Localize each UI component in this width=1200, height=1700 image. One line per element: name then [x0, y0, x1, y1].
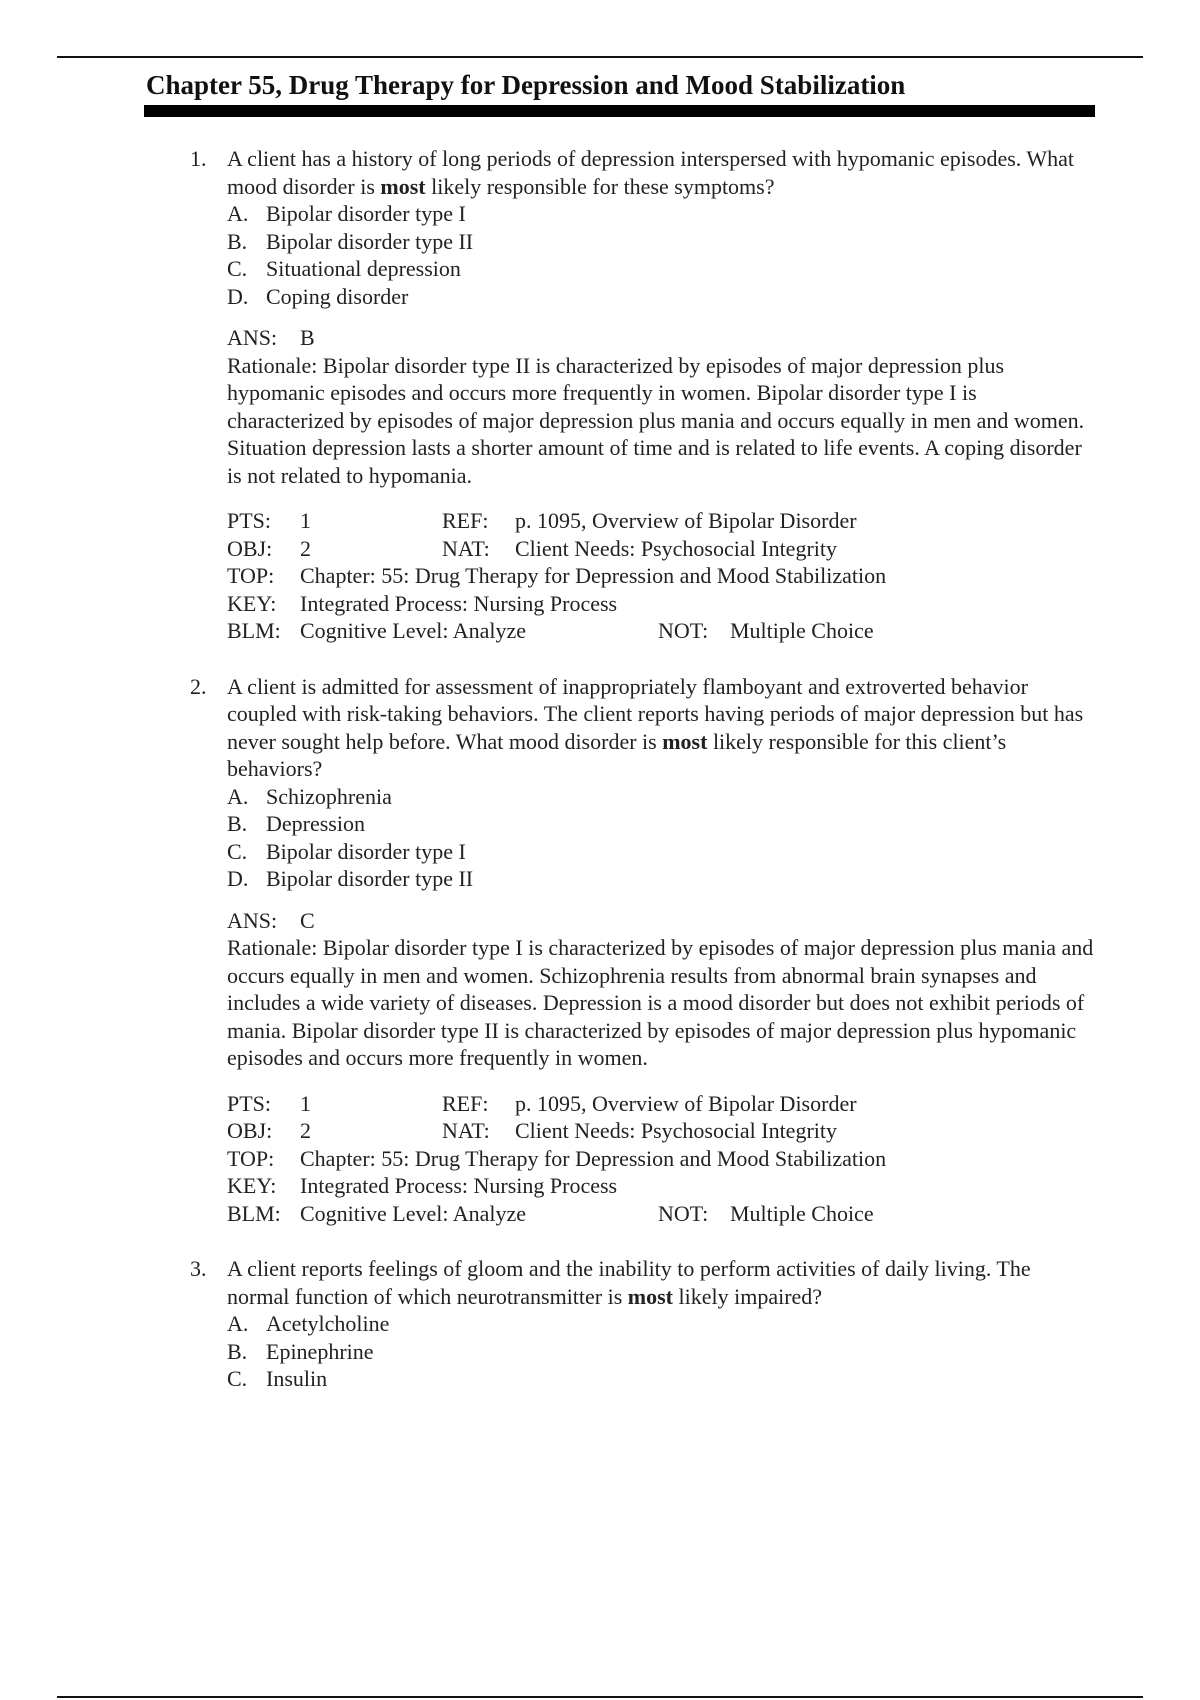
question-number: 1.	[190, 146, 207, 171]
footer-rule	[57, 1696, 1143, 1698]
rationale: Rationale: Bipolar disorder type I is characterized by episodes of major depression plus mania and occurs equally in men and women. Schizophrenia results from abnormal brain synapses and includes a wide variety of diseases. Depression is a mood disorder but does not exhibit periods of mania. Bipolar disorder type II is characterized by episodes of major depression plus hypomanic episodes and occurs more frequently in women.	[227, 935, 1094, 1070]
meta-row-key	[227, 590, 1097, 618]
rationale: Rationale: Bipolar disorder type II is characterized by episodes of major depression plus hypomanic episodes and occurs more frequently in women. Bipolar disorder type I is characterized by episodes of major depression plus mania and occurs equally in men and women. Situation depression lasts a shorter amount of time and is related to life events. A coping disorder is not related to hypomania.	[227, 352, 1085, 488]
not-label: NOT:	[658, 618, 709, 643]
option-text: Bipolar disorder type II	[266, 228, 474, 254]
stem-text: A client reports feelings of gloom and the inability to perform activities of daily living. The normal function of which neurotransmitter is	[227, 1256, 1031, 1309]
question-list	[0, 145, 1200, 1393]
option-text: Bipolar disorder type II	[266, 866, 474, 891]
option-c	[227, 1365, 1097, 1393]
stem-text: A client has a history of long periods of depression interspersed with hypomanic episodes. What mood disorder is	[227, 146, 1075, 199]
top-value: Chapter: 55: Drug Therapy for Depression and Mood Stabilization	[300, 1145, 887, 1171]
ref-value: p. 1095, Overview of Bipolar Disorder	[515, 508, 857, 533]
meta-row-obj-nat	[227, 1117, 1097, 1145]
answer-key	[227, 324, 1097, 352]
answer-options	[227, 200, 1097, 310]
option-b	[227, 810, 1097, 838]
ref-label: REF:	[442, 1090, 489, 1116]
blm-value: Cognitive Level: Analyze	[300, 618, 527, 643]
not-value: Multiple Choice	[730, 1200, 874, 1226]
answer-key	[227, 907, 1097, 935]
chapter-title: Chapter 55, Drug Therapy for Depression and Mood Stabilization	[146, 70, 906, 100]
nat-label: NAT:	[442, 1118, 490, 1143]
key-label: KEY:	[227, 590, 277, 616]
blm-value: Cognitive Level: Analyze	[300, 1200, 527, 1226]
blm-label: BLM:	[227, 1200, 281, 1226]
answer-value: B	[300, 325, 315, 350]
top-label: TOP:	[227, 563, 275, 588]
option-text: Depression	[266, 811, 365, 836]
option-b	[227, 228, 1097, 256]
pts-value: 1	[300, 1090, 311, 1116]
blm-label: BLM:	[227, 618, 281, 643]
obj-label: OBJ:	[227, 535, 273, 561]
question-number: 3.	[190, 1256, 207, 1281]
not-value: Multiple Choice	[730, 618, 874, 643]
question-number: 2.	[190, 673, 207, 699]
nat-value: Client Needs: Psychosocial Integrity	[515, 535, 837, 561]
meta-row-key	[227, 1172, 1097, 1200]
question-stem	[227, 673, 1097, 783]
option-d	[227, 283, 1097, 311]
option-text: Bipolar disorder type I	[266, 201, 466, 226]
answer-options	[227, 1310, 1097, 1393]
stem-text-end: likely responsible for these symptoms?	[425, 173, 775, 199]
stem-text-end: likely responsible for this client’s behaviors?	[227, 728, 1007, 781]
obj-label: OBJ:	[227, 1118, 273, 1143]
meta-row-pts-ref	[227, 507, 1097, 535]
answer-label: ANS:	[227, 325, 278, 350]
stem-text: A client is admitted for assessment of inappropriately flamboyant and extroverted behavior coupled with risk-taking behaviors. The client reports having periods of major depression but has never sought help before. What mood disorder is	[227, 673, 1084, 754]
pts-label: PTS:	[227, 1090, 272, 1116]
option-letter: D.	[227, 866, 249, 891]
question-stem	[227, 1255, 1097, 1310]
title-underline-bar	[144, 105, 1095, 117]
option-letter: A.	[227, 783, 249, 809]
option-letter: C.	[227, 1366, 248, 1391]
top-label: TOP:	[227, 1145, 275, 1171]
key-value: Integrated Process: Nursing Process	[300, 590, 618, 616]
option-c	[227, 255, 1097, 283]
option-text: Acetylcholine	[266, 1311, 390, 1336]
option-text: Coping disorder	[266, 283, 409, 309]
meta-row-blm-not	[227, 617, 1097, 645]
option-letter: B.	[227, 811, 248, 836]
meta-row-top	[227, 1145, 1097, 1173]
option-letter: A.	[227, 201, 249, 226]
meta-row-top	[227, 562, 1097, 590]
option-letter: B.	[227, 228, 248, 254]
answer-options	[227, 783, 1097, 893]
option-text: Schizophrenia	[266, 783, 392, 809]
pts-value: 1	[300, 508, 311, 533]
obj-value: 2	[300, 535, 311, 561]
option-text: Epinephrine	[266, 1338, 374, 1364]
option-a	[227, 1310, 1097, 1338]
meta-row-obj-nat	[227, 535, 1097, 563]
top-value: Chapter: 55: Drug Therapy for Depression and Mood Stabilization	[300, 563, 887, 588]
question-metadata	[227, 1090, 1097, 1228]
header-rule	[57, 56, 1143, 58]
option-letter: C.	[227, 256, 248, 281]
option-text: Bipolar disorder type I	[266, 838, 466, 864]
question-stem	[227, 145, 1097, 200]
option-d	[227, 865, 1097, 893]
obj-value: 2	[300, 1118, 311, 1143]
ref-label: REF:	[442, 508, 489, 533]
question-1	[0, 145, 1097, 645]
stem-emphasis: most	[627, 1283, 674, 1309]
question-3	[0, 1255, 1097, 1393]
stem-emphasis: most	[380, 173, 426, 199]
option-a	[227, 783, 1097, 811]
stem-text-end: likely impaired?	[673, 1283, 823, 1309]
key-label: KEY:	[227, 1173, 277, 1198]
meta-row-blm-not	[227, 1200, 1097, 1228]
option-a	[227, 200, 1097, 228]
meta-row-pts-ref	[227, 1090, 1097, 1118]
option-letter: D.	[227, 283, 249, 309]
pts-label: PTS:	[227, 508, 272, 533]
not-label: NOT:	[658, 1200, 709, 1226]
answer-label: ANS:	[227, 907, 278, 933]
ref-value: p. 1095, Overview of Bipolar Disorder	[515, 1090, 857, 1116]
option-letter: B.	[227, 1338, 248, 1364]
option-text: Insulin	[266, 1366, 328, 1391]
option-letter: C.	[227, 838, 248, 864]
answer-value: C	[300, 907, 315, 933]
option-b	[227, 1338, 1097, 1366]
option-c	[227, 838, 1097, 866]
question-metadata	[227, 507, 1097, 645]
question-2	[0, 673, 1097, 1228]
option-text: Situational depression	[266, 256, 461, 281]
option-letter: A.	[227, 1311, 249, 1336]
stem-emphasis: most	[662, 728, 708, 754]
nat-label: NAT:	[442, 535, 490, 561]
nat-value: Client Needs: Psychosocial Integrity	[515, 1118, 837, 1143]
key-value: Integrated Process: Nursing Process	[300, 1173, 618, 1198]
